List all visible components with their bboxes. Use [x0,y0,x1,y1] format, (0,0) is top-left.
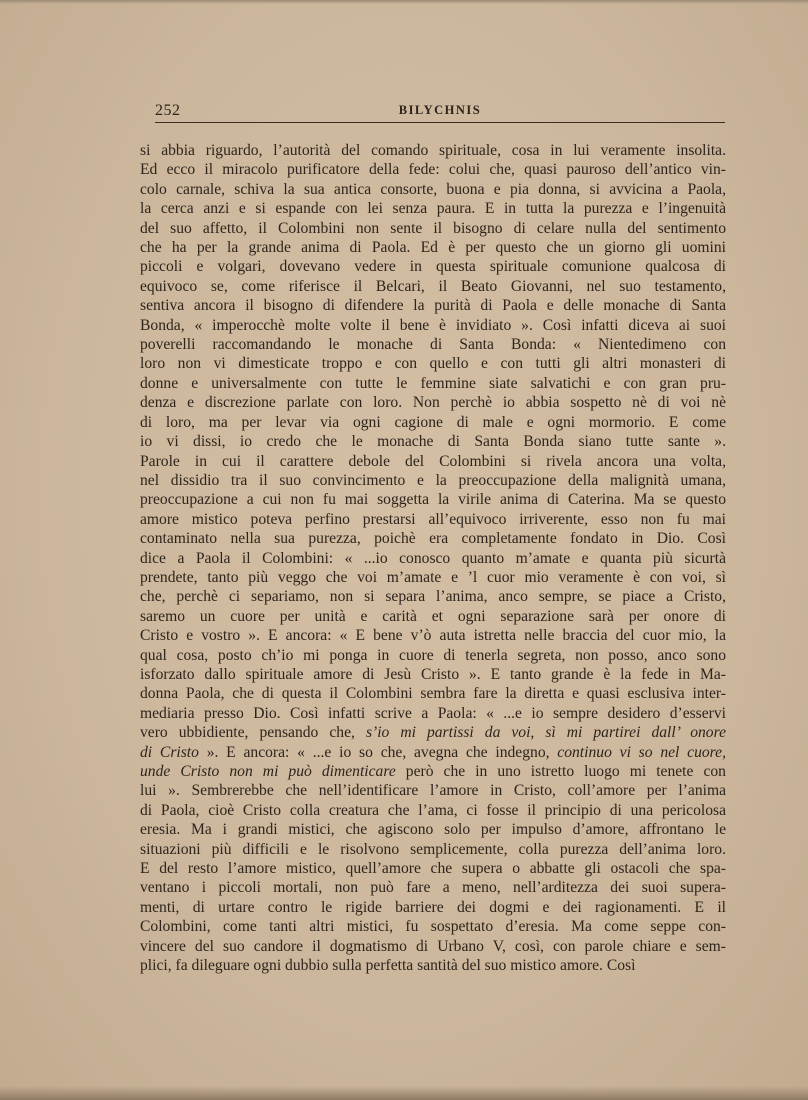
running-head: BILYCHNIS [398,103,482,117]
text-line: dice a Paola il Colombini: « ...io conosco quanto m’amate e quanta più sicurtà [140,549,726,567]
text-line: unde Cristo non mi può dimenticare però che in uno istretto luogo mi tenete con [140,763,726,780]
text-line: piccoli e volgari, dovevano vedere in questa spirituale comunione qualcosa di [140,258,726,276]
text-line: equivoco se, come riferisce il Belcari, il Beato Giovanni, nel suo testamento, [140,277,726,295]
text-line: di loro, ma per levar via ogni cagione di male e ogni mormorio. E come [140,413,726,431]
text-line: eresia. Ma i grandi mistici, che agiscono solo per impulso d’amore, affrontano le [140,821,726,839]
text-line: che, perchè ci separiamo, non si separa l’anima, anco sempre, se piace a Cristo, [140,588,726,606]
text-line: si abbia riguardo, l’autorità del comando spirituale, cosa in lui veramente insolita. [140,142,726,159]
text-line: denza e discrezione parlate con loro. Non perchè io abbia sospetto nè di voi nè [140,394,726,412]
text-line: Cristo e vostro ». E ancora: « E bene v’ò auta istretta nelle braccia del cuor mio, la [140,627,726,645]
text-line: donna Paola, che di questa il Colombini sembra fare la diretta e quasi esclusiva inter- [140,685,726,703]
text-line: nel dissidio tra il suo convincimento e la preoccupazione della malignità umana, [140,471,726,489]
text-line: situazioni più difficili e le risolvono semplicemente, colla purezza dell’anima loro. [140,840,726,858]
text-line: preoccupazione a cui non fu mai soggetta la virile anima di Caterina. Ma se questo [140,491,726,509]
text-line: vero ubbidiente, pensando che, s’io mi partissi da voi, sì mi partirei dall’ onore [140,724,726,742]
page-bottom-edge [0,1086,808,1100]
text-line: di Cristo ». E ancora: « ...e io so che, avegna che indegno, continuo vi so nel cuore, [140,743,726,761]
text-line: contaminato nella sua purezza, poichè era completamente fondato in Dio. Così [140,530,726,548]
text-line: donne e universalmente con tutte le femmine siate salvatichi e con gran pru- [140,374,726,392]
text-line: plici, fa dileguare ogni dubbio sulla perfetta santità del suo mistico amore. Così [140,957,636,975]
text-line: del suo affetto, il Colombini non sente il bisogno di celare nulla del sentimento [140,219,726,237]
text-line: vincere del suo candore il dogmatismo di Urbano V, così, con parole chiare e sem- [140,937,726,955]
text-line: di Paola, cioè Cristo colla creatura che l’ama, ci fosse il principio di una pericolosa [140,801,726,819]
text-line: poverelli raccomandando le monache di Santa Bonda: « Nientedimeno con [140,336,726,354]
page-top-edge [0,0,808,4]
text-line: colo carnale, schiva la sua antica consorte, buona e pia donna, si avvicina a Paola, [140,180,726,198]
text-line: menti, di urtare contro le rigide barriere dei dogmi e dei ragionamenti. E il [140,898,726,916]
text-line: Bonda, « imperocchè molte volte il bene è invidiato ». Così infatti diceva ai suoi [140,316,726,334]
page-number: 252 [155,102,181,119]
text-line: loro non vi dimesticate troppo e con quello e con tutti gli altri monasteri di [140,355,726,373]
text-line: lui ». Sembrerebbe che nell’identificare l’amore in Cristo, coll’amore per l’anima [140,782,726,800]
text-line: E del resto l’amore mistico, quell’amore che supera o abbatte gli ostacoli che spa- [140,860,726,878]
text-line: sentiva ancora il bisogno di difendere la purità di Paola e delle monache di Santa [140,297,726,315]
page-header [155,102,725,123]
text-line: isforzato dallo spirituale amore di Jesù Cristo ». E tanto grande è la fede in Ma- [140,665,726,683]
text-line: che ha per la grande anima di Paola. Ed è per questo che un giorno gli uomini [140,239,726,257]
text-line: prendete, tanto più veggo che voi m’amate e ’l cuor mio veramente è con voi, sì [140,568,726,586]
text-line: la cerca anzi e si espande con lei senza paura. E in tutta la purezza e l’ingenuità [140,200,726,218]
text-line: Parole in cui il carattere debole del Colombini si rivela ancora una volta, [140,452,726,470]
text-line: ventano i piccoli mortali, non può fare a meno, nell’arditezza dei suoi supera- [140,879,726,897]
text-line: saremo un cuore per unità e carità et ogni separazione sarà per onore di [140,607,726,625]
text-line: Colombini, come tanti altri mistici, fu sospettato d’eresia. Ma come seppe con- [140,918,726,936]
text-line: Ed ecco il miracolo purificatore della fede: colui che, quasi pauroso dell’antico vin- [140,161,726,179]
text-line: mediaria presso Dio. Così infatti scrive a Paola: « ...e io sempre desidero d’esservi [140,704,726,722]
text-line: amore mistico poteva perfino prestarsi all’equivoco irriverente, esso non fu mai [140,510,726,528]
text-line: qual cosa, posto ch’io mi ponga in cuore di tenerla segreta, non posso, anco sono [140,646,726,664]
text-line: io vi dissi, io credo che le monache di Santa Bonda siano tutte sante ». [140,433,726,451]
body-text [140,141,726,975]
